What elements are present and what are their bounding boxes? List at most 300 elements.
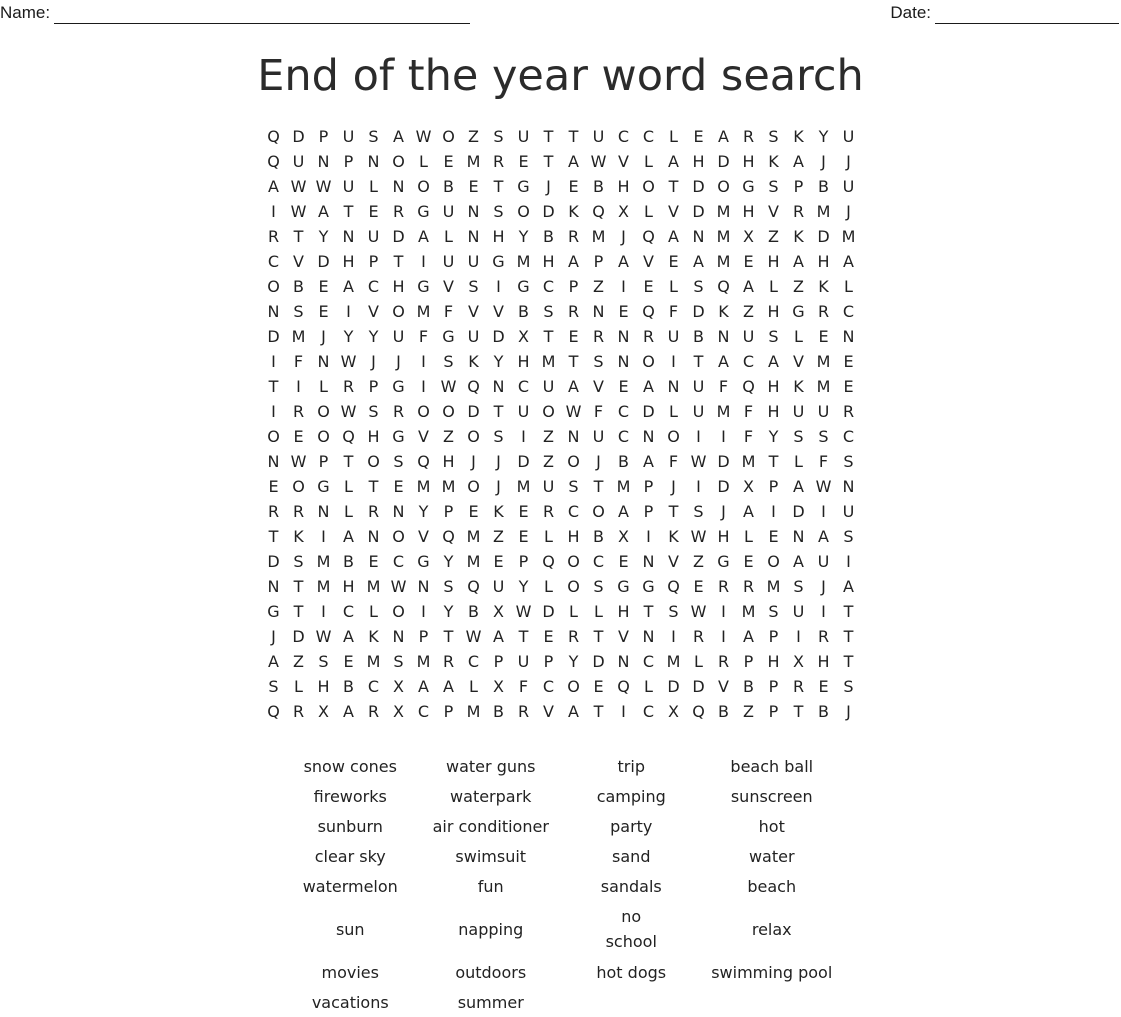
grid-letter[interactable]: A — [793, 552, 804, 571]
grid-letter[interactable]: T — [793, 702, 804, 721]
grid-letter[interactable]: S — [293, 302, 304, 321]
grid-letter[interactable]: J — [821, 152, 826, 171]
grid-letter[interactable]: U — [842, 127, 855, 146]
grid-letter[interactable]: D — [692, 177, 705, 196]
grid-letter[interactable]: X — [393, 702, 404, 721]
grid-letter[interactable]: X — [318, 702, 329, 721]
grid-letter[interactable]: M — [816, 377, 831, 396]
grid-letter[interactable]: F — [293, 352, 304, 371]
grid-letter[interactable]: H — [367, 427, 380, 446]
grid-letter[interactable]: J — [721, 502, 726, 521]
grid-letter[interactable]: E — [393, 477, 404, 496]
grid-letter[interactable]: W — [390, 577, 407, 596]
grid-letter[interactable]: K — [718, 302, 729, 321]
grid-letter[interactable]: L — [344, 477, 353, 496]
grid-letter[interactable]: M — [516, 252, 531, 271]
grid-letter[interactable]: B — [443, 177, 454, 196]
grid-letter[interactable]: U — [667, 327, 680, 346]
grid-letter[interactable]: I — [421, 377, 426, 396]
grid-letter[interactable]: Y — [443, 552, 454, 571]
grid-letter[interactable]: I — [271, 402, 276, 421]
grid-letter[interactable]: T — [543, 152, 554, 171]
grid-letter[interactable]: H — [767, 252, 780, 271]
grid-letter[interactable]: P — [443, 702, 454, 721]
grid-letter[interactable]: U — [517, 127, 530, 146]
grid-letter[interactable]: O — [442, 127, 455, 146]
grid-letter[interactable]: W — [465, 627, 482, 646]
grid-letter[interactable]: B — [543, 227, 554, 246]
grid-letter[interactable]: L — [594, 602, 603, 621]
grid-letter[interactable]: D — [792, 502, 805, 521]
grid-letter[interactable]: N — [317, 352, 330, 371]
grid-letter[interactable]: N — [692, 227, 705, 246]
grid-letter[interactable]: R — [742, 127, 755, 146]
grid-letter[interactable]: I — [721, 602, 726, 621]
grid-letter[interactable]: R — [267, 227, 280, 246]
grid-letter[interactable]: N — [667, 377, 680, 396]
grid-letter[interactable]: S — [693, 277, 704, 296]
grid-letter[interactable]: P — [793, 177, 804, 196]
grid-letter[interactable]: H — [617, 177, 630, 196]
grid-letter[interactable]: W — [340, 402, 357, 421]
grid-letter[interactable]: T — [843, 652, 854, 671]
grid-letter[interactable]: B — [818, 177, 829, 196]
grid-letter[interactable]: M — [716, 252, 731, 271]
grid-letter[interactable]: U — [842, 177, 855, 196]
grid-letter[interactable]: K — [293, 527, 304, 546]
grid-letter[interactable]: S — [793, 577, 804, 596]
grid-letter[interactable]: R — [392, 402, 405, 421]
grid-letter[interactable]: L — [794, 327, 803, 346]
grid-letter[interactable]: A — [793, 252, 804, 271]
grid-letter[interactable]: R — [567, 227, 580, 246]
grid-letter[interactable]: S — [843, 452, 854, 471]
grid-letter[interactable]: L — [444, 227, 453, 246]
grid-letter[interactable]: N — [492, 377, 505, 396]
grid-letter[interactable]: L — [544, 527, 553, 546]
grid-letter[interactable]: D — [317, 252, 330, 271]
grid-letter[interactable]: O — [442, 402, 455, 421]
grid-letter[interactable]: V — [418, 427, 429, 446]
grid-letter[interactable]: Y — [443, 602, 454, 621]
grid-letter[interactable]: S — [368, 402, 379, 421]
grid-letter[interactable]: O — [392, 302, 405, 321]
grid-letter[interactable]: S — [493, 427, 504, 446]
grid-letter[interactable]: M — [716, 227, 731, 246]
grid-letter[interactable]: J — [846, 202, 851, 221]
grid-letter[interactable]: Z — [693, 552, 704, 571]
grid-letter[interactable]: A — [618, 252, 629, 271]
grid-letter[interactable]: H — [342, 252, 355, 271]
grid-letter[interactable]: A — [618, 502, 629, 521]
grid-letter[interactable]: E — [293, 427, 304, 446]
grid-letter[interactable]: O — [567, 452, 580, 471]
grid-letter[interactable]: N — [617, 352, 630, 371]
grid-letter[interactable]: G — [392, 377, 405, 396]
grid-letter[interactable]: Q — [442, 527, 455, 546]
grid-letter[interactable]: B — [468, 602, 479, 621]
grid-letter[interactable]: L — [544, 577, 553, 596]
grid-letter[interactable]: C — [267, 252, 280, 271]
grid-letter[interactable]: A — [493, 627, 504, 646]
grid-letter[interactable]: X — [743, 227, 754, 246]
grid-letter[interactable]: K — [568, 202, 579, 221]
grid-letter[interactable]: V — [543, 702, 554, 721]
grid-letter[interactable]: A — [793, 477, 804, 496]
grid-letter[interactable]: H — [817, 252, 830, 271]
grid-letter[interactable]: L — [369, 602, 378, 621]
grid-letter[interactable]: D — [292, 627, 305, 646]
grid-letter[interactable]: P — [543, 652, 554, 671]
grid-letter[interactable]: P — [318, 452, 329, 471]
grid-letter[interactable]: U — [792, 402, 805, 421]
grid-letter[interactable]: G — [417, 277, 430, 296]
grid-letter[interactable]: M — [416, 652, 431, 671]
grid-letter[interactable]: G — [417, 202, 430, 221]
grid-letter[interactable]: W — [515, 602, 532, 621]
grid-letter[interactable]: M — [366, 577, 381, 596]
grid-letter[interactable]: A — [718, 352, 729, 371]
grid-letter[interactable]: O — [317, 402, 330, 421]
grid-letter[interactable]: T — [293, 602, 304, 621]
grid-letter[interactable]: P — [318, 127, 329, 146]
grid-letter[interactable]: A — [418, 677, 429, 696]
grid-letter[interactable]: H — [567, 527, 580, 546]
grid-letter[interactable]: A — [643, 377, 654, 396]
grid-letter[interactable]: H — [767, 652, 780, 671]
grid-letter[interactable]: I — [521, 427, 526, 446]
grid-letter[interactable]: L — [419, 152, 428, 171]
grid-letter[interactable]: V — [493, 302, 504, 321]
grid-letter[interactable]: N — [392, 177, 405, 196]
grid-letter[interactable]: A — [568, 377, 579, 396]
grid-letter[interactable]: C — [517, 377, 530, 396]
grid-letter[interactable]: O — [467, 427, 480, 446]
grid-letter[interactable]: J — [671, 477, 676, 496]
grid-letter[interactable]: I — [696, 427, 701, 446]
grid-letter[interactable]: W — [415, 127, 432, 146]
grid-letter[interactable]: T — [393, 252, 404, 271]
grid-letter[interactable]: S — [793, 427, 804, 446]
grid-letter[interactable]: E — [543, 627, 554, 646]
grid-letter[interactable]: M — [616, 477, 631, 496]
grid-letter[interactable]: D — [717, 452, 730, 471]
grid-letter[interactable]: R — [492, 152, 505, 171]
grid-letter[interactable]: Q — [467, 577, 480, 596]
grid-letter[interactable]: K — [468, 352, 479, 371]
grid-letter[interactable]: I — [346, 302, 351, 321]
grid-letter[interactable]: G — [417, 552, 430, 571]
grid-letter[interactable]: P — [568, 277, 579, 296]
grid-letter[interactable]: B — [343, 552, 354, 571]
grid-letter[interactable]: H — [492, 227, 505, 246]
grid-letter[interactable]: B — [593, 527, 604, 546]
grid-letter[interactable]: A — [343, 702, 354, 721]
grid-letter[interactable]: M — [316, 577, 331, 596]
grid-letter[interactable]: H — [517, 352, 530, 371]
grid-letter[interactable]: P — [743, 652, 754, 671]
grid-letter[interactable]: B — [493, 702, 504, 721]
grid-letter[interactable]: P — [443, 502, 454, 521]
grid-letter[interactable]: T — [343, 452, 354, 471]
grid-letter[interactable]: W — [290, 202, 307, 221]
grid-letter[interactable]: F — [518, 677, 529, 696]
grid-letter[interactable]: O — [667, 427, 680, 446]
grid-letter[interactable]: Y — [568, 652, 579, 671]
name-blank-line[interactable] — [54, 6, 470, 24]
grid-letter[interactable]: I — [646, 527, 651, 546]
grid-letter[interactable]: B — [293, 277, 304, 296]
grid-letter[interactable]: L — [644, 677, 653, 696]
grid-letter[interactable]: K — [493, 502, 504, 521]
grid-letter[interactable]: E — [618, 302, 629, 321]
grid-letter[interactable]: O — [542, 402, 555, 421]
grid-letter[interactable]: I — [321, 602, 326, 621]
grid-letter[interactable]: I — [846, 552, 851, 571]
grid-letter[interactable]: E — [268, 477, 279, 496]
grid-letter[interactable]: Q — [342, 427, 355, 446]
grid-letter[interactable]: K — [768, 152, 779, 171]
grid-letter[interactable]: O — [392, 152, 405, 171]
grid-letter[interactable]: W — [315, 627, 332, 646]
grid-letter[interactable]: R — [742, 577, 755, 596]
grid-letter[interactable]: Z — [793, 277, 804, 296]
grid-letter[interactable]: T — [593, 477, 604, 496]
grid-letter[interactable]: A — [268, 177, 279, 196]
grid-letter[interactable]: G — [642, 577, 655, 596]
grid-letter[interactable]: G — [742, 177, 755, 196]
grid-letter[interactable]: R — [267, 502, 280, 521]
grid-letter[interactable]: N — [842, 327, 855, 346]
grid-letter[interactable]: A — [443, 677, 454, 696]
grid-letter[interactable]: R — [792, 202, 805, 221]
grid-letter[interactable]: L — [344, 502, 353, 521]
grid-letter[interactable]: M — [716, 402, 731, 421]
grid-letter[interactable]: W — [590, 152, 607, 171]
grid-letter[interactable]: T — [768, 452, 779, 471]
grid-letter[interactable]: F — [743, 427, 754, 446]
grid-letter[interactable]: K — [793, 127, 804, 146]
grid-letter[interactable]: H — [767, 402, 780, 421]
grid-letter[interactable]: H — [342, 577, 355, 596]
grid-letter[interactable]: U — [542, 377, 555, 396]
grid-letter[interactable]: U — [392, 327, 405, 346]
grid-letter[interactable]: A — [668, 227, 679, 246]
grid-letter[interactable]: L — [294, 677, 303, 696]
grid-letter[interactable]: L — [769, 277, 778, 296]
grid-letter[interactable]: S — [368, 127, 379, 146]
grid-letter[interactable]: C — [342, 602, 355, 621]
grid-letter[interactable]: F — [443, 302, 454, 321]
grid-letter[interactable]: H — [767, 377, 780, 396]
grid-letter[interactable]: J — [546, 177, 551, 196]
grid-letter[interactable]: Z — [293, 652, 304, 671]
grid-letter[interactable]: N — [467, 202, 480, 221]
grid-letter[interactable]: C — [542, 677, 555, 696]
grid-letter[interactable]: C — [367, 277, 380, 296]
grid-letter[interactable]: A — [793, 152, 804, 171]
grid-letter[interactable]: P — [643, 502, 654, 521]
grid-letter[interactable]: G — [792, 302, 805, 321]
grid-letter[interactable]: E — [468, 177, 479, 196]
grid-letter[interactable]: V — [618, 152, 629, 171]
grid-letter[interactable]: K — [368, 627, 379, 646]
grid-letter[interactable]: C — [392, 552, 405, 571]
grid-letter[interactable]: D — [467, 402, 480, 421]
grid-letter[interactable]: L — [694, 652, 703, 671]
grid-letter[interactable]: Z — [543, 452, 554, 471]
grid-letter[interactable]: U — [442, 252, 455, 271]
grid-letter[interactable]: A — [818, 527, 829, 546]
grid-letter[interactable]: R — [692, 627, 705, 646]
grid-letter[interactable]: T — [668, 177, 679, 196]
grid-letter[interactable]: Q — [742, 377, 755, 396]
grid-letter[interactable]: M — [466, 552, 481, 571]
grid-letter[interactable]: O — [292, 477, 305, 496]
grid-letter[interactable]: M — [366, 652, 381, 671]
grid-letter[interactable]: T — [843, 627, 854, 646]
grid-letter[interactable]: E — [443, 152, 454, 171]
grid-letter[interactable]: P — [768, 627, 779, 646]
grid-letter[interactable]: S — [668, 602, 679, 621]
grid-letter[interactable]: A — [343, 527, 354, 546]
grid-letter[interactable]: U — [792, 602, 805, 621]
grid-letter[interactable]: H — [692, 152, 705, 171]
grid-letter[interactable]: O — [517, 202, 530, 221]
grid-letter[interactable]: N — [342, 227, 355, 246]
grid-letter[interactable]: R — [567, 627, 580, 646]
grid-letter[interactable]: K — [793, 227, 804, 246]
grid-letter[interactable]: Y — [493, 352, 504, 371]
grid-letter[interactable]: M — [741, 602, 756, 621]
grid-letter[interactable]: A — [843, 577, 854, 596]
grid-letter[interactable]: T — [443, 627, 454, 646]
grid-letter[interactable]: D — [517, 452, 530, 471]
grid-letter[interactable]: J — [846, 702, 851, 721]
grid-letter[interactable]: H — [817, 652, 830, 671]
grid-letter[interactable]: F — [668, 302, 679, 321]
grid-letter[interactable]: D — [692, 202, 705, 221]
grid-letter[interactable]: C — [417, 702, 430, 721]
grid-letter[interactable]: J — [621, 227, 626, 246]
grid-letter[interactable]: N — [317, 502, 330, 521]
grid-letter[interactable]: S — [443, 577, 454, 596]
grid-letter[interactable]: W — [690, 452, 707, 471]
grid-letter[interactable]: Y — [518, 227, 529, 246]
grid-letter[interactable]: S — [768, 177, 779, 196]
grid-letter[interactable]: M — [666, 652, 681, 671]
grid-letter[interactable]: R — [367, 702, 380, 721]
grid-letter[interactable]: N — [617, 652, 630, 671]
grid-letter[interactable]: N — [617, 327, 630, 346]
grid-letter[interactable]: P — [368, 252, 379, 271]
grid-letter[interactable]: B — [593, 177, 604, 196]
grid-letter[interactable]: Y — [518, 577, 529, 596]
grid-letter[interactable]: T — [543, 127, 554, 146]
grid-letter[interactable]: Q — [617, 677, 630, 696]
grid-letter[interactable]: H — [617, 602, 630, 621]
grid-letter[interactable]: I — [421, 252, 426, 271]
grid-letter[interactable]: C — [842, 302, 855, 321]
grid-letter[interactable]: D — [692, 677, 705, 696]
grid-letter[interactable]: M — [716, 202, 731, 221]
grid-letter[interactable]: T — [518, 627, 529, 646]
grid-letter[interactable]: H — [442, 452, 455, 471]
grid-letter[interactable]: N — [367, 152, 380, 171]
grid-letter[interactable]: Z — [493, 527, 504, 546]
grid-letter[interactable]: H — [392, 277, 405, 296]
grid-letter[interactable]: P — [418, 627, 429, 646]
grid-letter[interactable]: K — [818, 277, 829, 296]
grid-letter[interactable]: G — [617, 577, 630, 596]
grid-letter[interactable]: T — [643, 602, 654, 621]
grid-letter[interactable]: J — [271, 627, 276, 646]
grid-letter[interactable]: O — [767, 552, 780, 571]
grid-letter[interactable]: S — [818, 427, 829, 446]
grid-letter[interactable]: U — [517, 402, 530, 421]
grid-letter[interactable]: I — [721, 627, 726, 646]
grid-letter[interactable]: W — [315, 177, 332, 196]
grid-letter[interactable]: R — [792, 677, 805, 696]
grid-letter[interactable]: T — [593, 627, 604, 646]
grid-letter[interactable]: B — [818, 702, 829, 721]
grid-letter[interactable]: D — [292, 127, 305, 146]
grid-letter[interactable]: T — [368, 477, 379, 496]
grid-letter[interactable]: O — [392, 602, 405, 621]
grid-letter[interactable]: L — [844, 277, 853, 296]
grid-letter[interactable]: N — [267, 577, 280, 596]
grid-letter[interactable]: G — [717, 552, 730, 571]
grid-letter[interactable]: D — [592, 652, 605, 671]
grid-letter[interactable]: R — [817, 302, 830, 321]
grid-letter[interactable]: I — [696, 477, 701, 496]
grid-letter[interactable]: U — [467, 327, 480, 346]
grid-letter[interactable]: E — [518, 502, 529, 521]
grid-letter[interactable]: C — [642, 702, 655, 721]
grid-letter[interactable]: D — [717, 152, 730, 171]
grid-letter[interactable]: U — [817, 552, 830, 571]
grid-letter[interactable]: R — [542, 502, 555, 521]
grid-letter[interactable]: C — [642, 652, 655, 671]
grid-letter[interactable]: U — [342, 127, 355, 146]
grid-letter[interactable]: M — [316, 552, 331, 571]
grid-letter[interactable]: Y — [418, 502, 429, 521]
grid-letter[interactable]: U — [592, 127, 605, 146]
grid-letter[interactable]: Z — [443, 427, 454, 446]
grid-letter[interactable]: I — [771, 502, 776, 521]
grid-letter[interactable]: U — [467, 252, 480, 271]
grid-letter[interactable]: A — [768, 352, 779, 371]
grid-letter[interactable]: G — [492, 252, 505, 271]
grid-letter[interactable]: G — [442, 327, 455, 346]
grid-letter[interactable]: S — [768, 327, 779, 346]
grid-letter[interactable]: T — [843, 602, 854, 621]
grid-letter[interactable]: Q — [592, 202, 605, 221]
grid-letter[interactable]: Y — [343, 327, 354, 346]
grid-letter[interactable]: G — [517, 277, 530, 296]
grid-letter[interactable]: O — [592, 502, 605, 521]
grid-letter[interactable]: X — [493, 677, 504, 696]
grid-letter[interactable]: V — [768, 202, 779, 221]
grid-letter[interactable]: O — [267, 277, 280, 296]
date-blank-line[interactable] — [935, 6, 1119, 24]
grid-letter[interactable]: H — [742, 202, 755, 221]
grid-letter[interactable]: S — [543, 302, 554, 321]
grid-letter[interactable]: V — [468, 302, 479, 321]
grid-letter[interactable]: U — [492, 577, 505, 596]
grid-letter[interactable]: M — [441, 477, 456, 496]
grid-letter[interactable]: O — [392, 527, 405, 546]
